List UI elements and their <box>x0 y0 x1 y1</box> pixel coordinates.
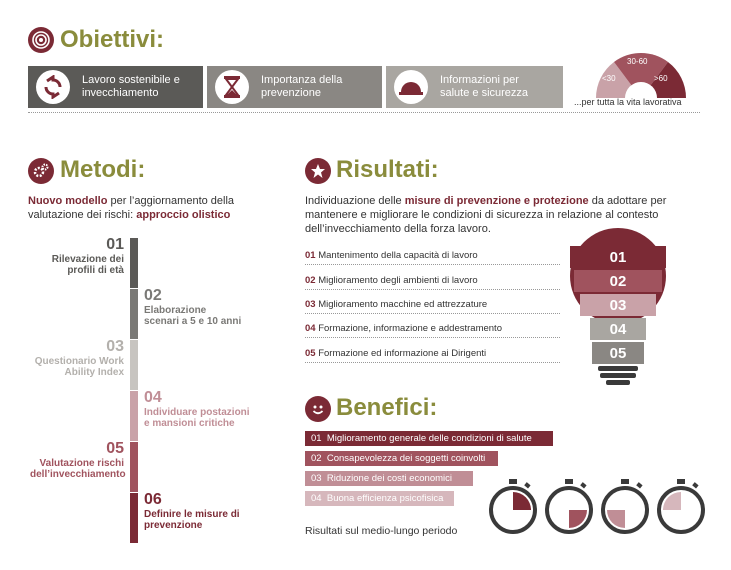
step-bar <box>130 289 138 339</box>
row-label: Consapevolezza dei soggetti coinvolti <box>326 453 486 464</box>
star-icon <box>305 158 331 184</box>
obiettivo-label: Informazioni per salute e sicurezza <box>440 74 529 99</box>
stopwatch-icon <box>659 479 703 532</box>
target-icon <box>28 27 54 53</box>
row-label: Miglioramento degli ambienti di lavoro <box>318 275 478 286</box>
smiley-icon <box>305 396 331 422</box>
beneficio-row <box>305 431 553 446</box>
stopwatch-icon <box>603 479 647 532</box>
row-label: Miglioramento macchine ed attrezzature <box>318 299 488 310</box>
row-label: Formazione ed informazione ai Dirigenti <box>318 348 487 359</box>
risultato-row <box>305 348 560 363</box>
row-label: Mantenimento della capacità di lavoro <box>318 250 478 261</box>
benefici-footer: Risultati sul medio-lungo periodo <box>305 525 458 537</box>
row-number: 04 <box>305 323 316 334</box>
step-number: 02 <box>144 287 162 304</box>
recycle-arrows-icon <box>36 70 70 104</box>
stopwatch-icon <box>547 479 591 532</box>
row-number: 04 <box>311 493 322 504</box>
bulb-band: 03 <box>580 294 656 316</box>
step-label: Valutazione rischi dell’invecchiamento <box>30 458 126 480</box>
row-label: Buona efficienza psicofisica <box>326 493 444 504</box>
stopwatch-icon <box>491 479 535 532</box>
bulb-band: 04 <box>590 318 646 340</box>
row-number: 02 <box>311 453 322 464</box>
step-05 <box>30 440 124 480</box>
bulb-base <box>606 380 630 385</box>
bulb-band: 01 <box>570 246 666 268</box>
intro-highlight: Nuovo modello <box>28 195 108 207</box>
gauge-label-low: <30 <box>602 74 616 83</box>
row-number: 03 <box>311 473 322 484</box>
beneficio-row <box>305 451 498 466</box>
intro-text: Individuazione delle <box>305 195 405 207</box>
step-01 <box>40 236 124 276</box>
gears-icon <box>28 158 54 184</box>
stopwatches <box>489 478 709 536</box>
hourglass-icon <box>215 70 249 104</box>
divider <box>28 112 700 113</box>
intro-text: da adottare per mantenere e migliorare le condizioni di sicurezza in relazione al contesto dell’invecchiamento della forza lavoro. <box>305 195 667 235</box>
hard-hat-icon <box>394 70 428 104</box>
risultato-row <box>305 250 560 265</box>
bulb-base <box>600 373 636 378</box>
step-number: 03 <box>106 338 124 355</box>
risultati-title: Risultati: <box>336 156 439 183</box>
row-number: 03 <box>305 299 316 310</box>
row-number: 02 <box>305 275 316 286</box>
row-label: Miglioramento generale delle condizioni di salute <box>326 433 532 444</box>
intro-highlight: misure di prevenzione e protezione <box>404 195 589 207</box>
benefici-title: Benefici: <box>336 394 438 421</box>
row-number: 01 <box>305 250 316 261</box>
gauge-label-high: >60 <box>654 74 668 83</box>
step-03 <box>30 338 124 378</box>
bulb-band: 02 <box>574 270 662 292</box>
bulb-base <box>598 366 638 371</box>
obiettivo-prevenzione <box>207 66 382 108</box>
step-bar <box>130 340 138 390</box>
obiettivo-label: Importanza della prevenzione <box>261 74 343 99</box>
step-06 <box>144 491 244 531</box>
step-label: Individuare postazioni e mansioni critiche <box>144 407 250 429</box>
step-bar <box>130 238 138 288</box>
row-number: 01 <box>311 433 322 444</box>
row-label: Formazione, informazione e addestramento <box>318 323 502 334</box>
bulb-band: 05 <box>592 342 644 364</box>
step-number: 05 <box>106 440 124 457</box>
obiettivi-title: Obiettivi: <box>60 26 165 53</box>
gauge-caption: ...per tutta la vita lavorativa <box>574 97 682 107</box>
step-label: Elaborazione scenari a 5 e 10 anni <box>144 305 242 327</box>
beneficio-row <box>305 491 454 506</box>
intro-text: per l’aggiornamento della valutazione dei rischi: <box>28 195 235 221</box>
row-label: Riduzione dei costi economici <box>326 473 453 484</box>
row-number: 05 <box>305 348 316 359</box>
step-label: Questionario Work Ability Index <box>34 356 124 378</box>
step-02 <box>144 287 244 327</box>
metodi-intro <box>28 194 258 222</box>
step-bar <box>130 391 138 441</box>
step-label: Definire le misure di prevenzione <box>144 509 240 531</box>
obiettivo-informazioni <box>386 66 563 108</box>
risultato-row <box>305 299 560 314</box>
step-number: 01 <box>106 236 124 253</box>
step-label: Rilevazione dei profili di età <box>51 254 124 276</box>
step-bar <box>130 493 138 543</box>
step-bar <box>130 442 138 492</box>
beneficio-row <box>305 471 473 486</box>
gauge-label-mid: 30-60 <box>627 57 648 66</box>
intro-highlight: approccio olistico <box>136 209 231 221</box>
obiettivo-sostenibile <box>28 66 203 108</box>
risultato-row <box>305 275 560 290</box>
step-04 <box>144 389 254 429</box>
step-number: 06 <box>144 491 162 508</box>
step-number: 04 <box>144 389 162 406</box>
obiettivo-label: Lavoro sostenibile e invecchiamento <box>82 74 180 99</box>
metodi-title: Metodi: <box>60 156 146 183</box>
risultato-row <box>305 323 560 338</box>
